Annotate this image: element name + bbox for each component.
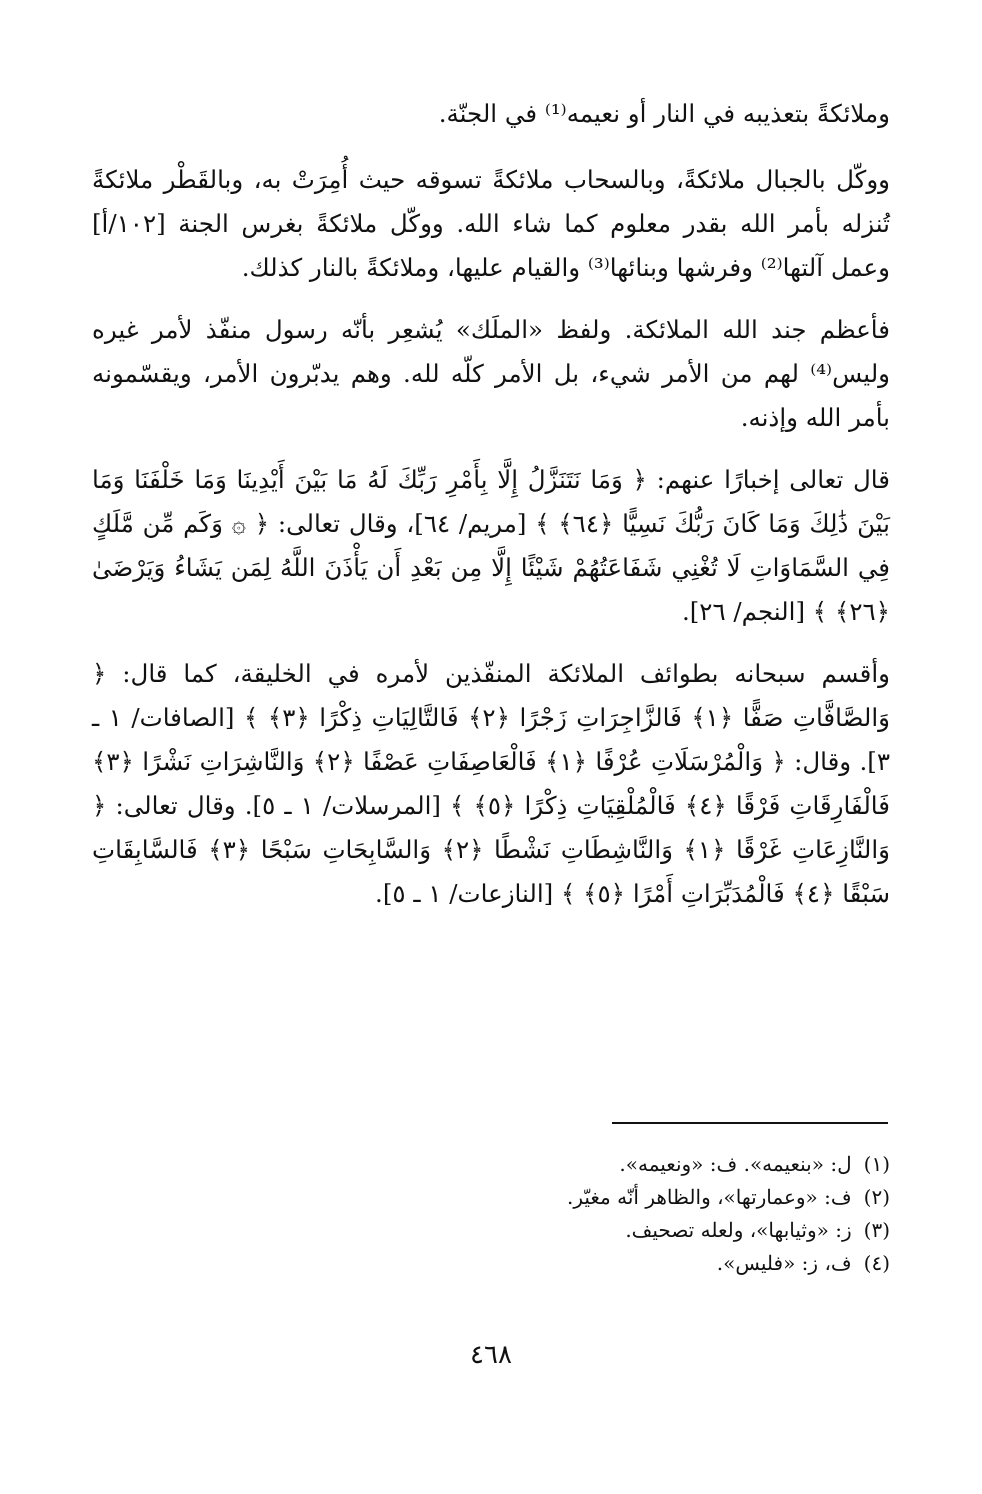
main-text-block — [92, 92, 890, 934]
footnote-4 — [290, 1247, 890, 1280]
footnote-text: ف: «وعمارتها»، والظاهر أنّه مغيّر. — [566, 1185, 852, 1209]
page-number: ٤٦٨ — [470, 1340, 512, 1370]
footnote-number: (١) — [863, 1152, 890, 1176]
footnote-number: (٣) — [863, 1218, 890, 1242]
footnote-text: ف، ز: «فليس». — [716, 1251, 852, 1275]
footnote-3 — [290, 1214, 890, 1247]
footnote-text: ز: «وثيابها»، ولعله تصحيف. — [625, 1218, 852, 1242]
paragraph-5-quran-quotes: وأقسم سبحانه بطوائف الملائكة المنفّذين لأمره في الخليقة، كما قال: ﴿ وَالصَّافَّاتِ صَفًّا ﴿١﴾ فَالزَّاجِرَاتِ زَجْرًا ﴿٢﴾ فَالتَّالِيَاتِ ذِكْرًا ﴿٣﴾ ﴾ [الصافات/ ١ ـ ٣]. وقال: ﴿ وَالْمُرْسَلَاتِ عُرْفًا ﴿١﴾ فَالْعَاصِفَاتِ عَصْفًا ﴿٢﴾ وَالنَّاشِرَاتِ نَشْرًا ﴿٣﴾ فَالْفَارِقَاتِ فَرْقًا ﴿٤﴾ فَالْمُلْقِيَاتِ ذِكْرًا ﴿٥﴾ ﴾ [المرسلات/ ١ ـ ٥]. وقال تعالى: ﴿ وَالنَّازِعَاتِ غَرْقًا ﴿١﴾ وَالنَّاشِطَاتِ نَشْطًا ﴿٢﴾ وَالسَّابِحَاتِ سَبْحًا ﴿٣﴾ فَالسَّابِقَاتِ سَبْقًا ﴿٤﴾ فَالْمُدَبِّرَاتِ أَمْرًا ﴿٥﴾ ﴾ [النازعات/ ١ ـ ٥]. — [92, 659, 891, 908]
footnotes-block — [290, 1148, 890, 1280]
footnote-2 — [290, 1181, 890, 1214]
footnote-number: (٤) — [863, 1251, 890, 1275]
footnote-1 — [290, 1148, 890, 1181]
footnote-number: (٢) — [863, 1185, 890, 1209]
paragraph-1: وملائكةً بتعذيبه في النار أو نعيمه⁽¹⁾ في الجنّة. — [438, 99, 890, 128]
paragraph-3: فأعظم جند الله الملائكة. ولفظ «الملَك» يُشعِر بأنّه رسول منفّذ لأمر غيره وليس⁽⁴⁾ لهم من الأمر شيء، بل الأمر كلّه لله. وهم يدبّرون الأمر، ويقسّمونه بأمر الله وإذنه. — [92, 315, 890, 432]
footnote-text: ل: «بنعيمه». ف: «ونعيمه». — [619, 1152, 852, 1176]
footnote-separator — [612, 1122, 888, 1124]
paragraph-4-quran-quotes: قال تعالى إخبارًا عنهم: ﴿ وَمَا نَتَنَزَّلُ إِلَّا بِأَمْرِ رَبِّكَ لَهُ مَا بَيْنَ أَيْدِينَا وَمَا خَلْفَنَا وَمَا بَيْنَ ذَٰلِكَ وَمَا كَانَ رَبُّكَ نَسِيًّا ﴿٦٤﴾ ﴾ [مريم/ ٦٤]، وقال تعالى: ﴿ ۞ وَكَم مِّن مَّلَكٍ فِي السَّمَاوَاتِ لَا تُغْنِي شَفَاعَتُهُمْ شَيْئًا إِلَّا مِن بَعْدِ أَن يَأْذَنَ اللَّهُ لِمَن يَشَاءُ وَيَرْضَىٰ ﴿٢٦﴾ ﴾ [النجم/ ٢٦]. — [92, 465, 891, 626]
paragraph-2: ووكّل بالجبال ملائكةً، وبالسحاب ملائكةً تسوقه حيث أُمِرَتْ به، وبالقَطْر ملائكةً تُنزله بأمر الله بقدر معلوم كما شاء الله. ووكّل ملائكةً بغرس الجنة [١٠٢/أ] وعمل آلتها⁽²⁾ وفرشها وبنائها⁽³⁾ والقيام عليها، وملائكةً بالنار كذلك. — [92, 165, 890, 282]
